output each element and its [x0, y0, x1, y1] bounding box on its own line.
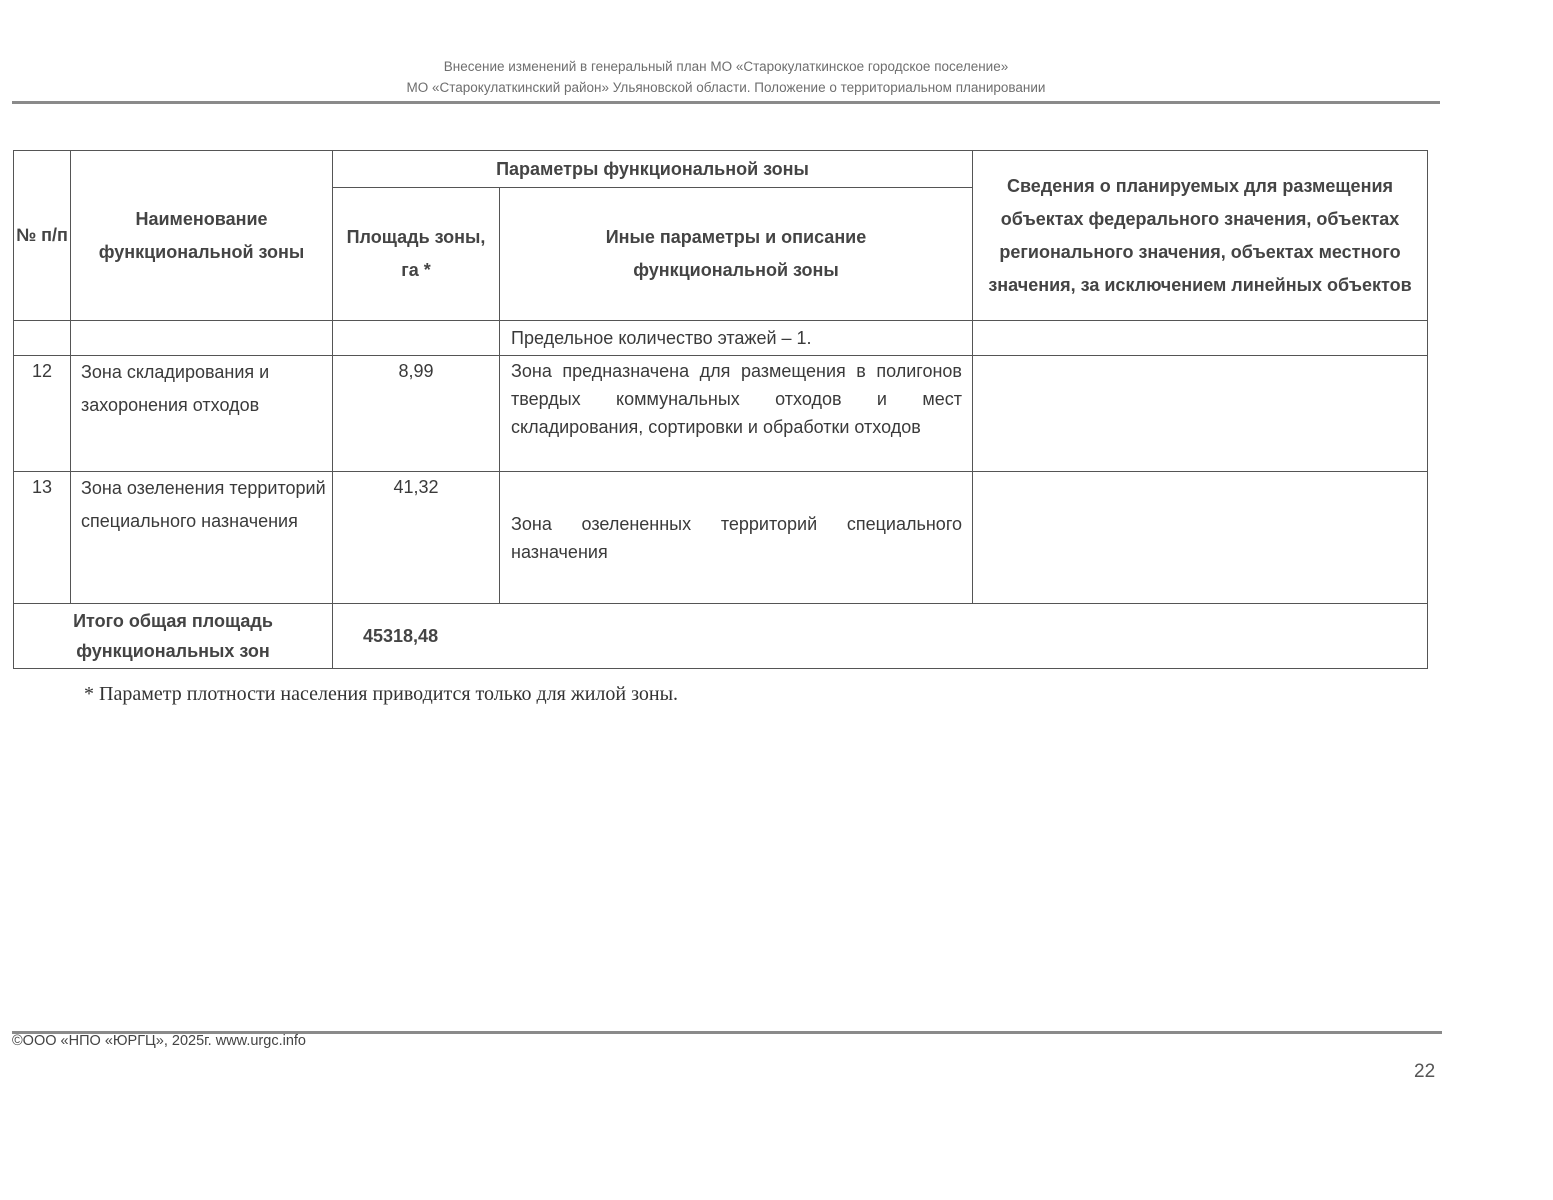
column-header-area: Площадь зоны, га *	[333, 188, 500, 321]
footer-copyright: ©ООО «НПО «ЮРГЦ», 2025г. www.urgc.info	[12, 1033, 306, 1049]
table-row	[14, 356, 1428, 472]
column-header-planned-objects: Сведения о планируемых для размещения объектах федерального значения, объектах регионального значения, объектах местного значения, за исключением линейных объектов	[973, 151, 1428, 321]
cell-area: 8,99	[333, 356, 500, 472]
cell-number: 13	[14, 472, 71, 604]
cell-zone-name: Зона складирования и захоронения отходов	[71, 356, 333, 472]
cell-zone-name	[71, 321, 333, 356]
page-number: 22	[1414, 1061, 1436, 1082]
cell-planned-objects	[973, 321, 1428, 356]
header-line-1: Внесение изменений в генеральный план МО «Старокулаткинское городское поселение»	[443, 59, 1009, 74]
column-header-other-parameters: Иные параметры и описание функциональной зоны	[500, 188, 973, 321]
cell-description: Зона озелененных территорий специального назначения	[500, 472, 973, 604]
table-row-total	[14, 604, 1428, 669]
page-header	[12, 56, 1440, 98]
total-area-value: 45318,48	[333, 604, 1428, 669]
cell-number: 12	[14, 356, 71, 472]
cell-description: Предельное количество этажей – 1.	[500, 321, 973, 356]
footnote: * Параметр плотности населения приводится только для жилой зоны.	[84, 683, 679, 705]
cell-description: Зона предназначена для размещения в полигонов твердых коммунальных отходов и мест складирования, сортировки и обработки отходов	[500, 356, 973, 472]
table-row	[14, 472, 1428, 604]
cell-planned-objects	[973, 472, 1428, 604]
header-divider	[12, 101, 1440, 104]
cell-zone-name: Зона озеленения территорий специального назначения	[71, 472, 333, 604]
cell-area	[333, 321, 500, 356]
column-header-zone-name: Наименование функциональной зоны	[71, 151, 333, 321]
total-label: Итого общая площадь функциональных зон	[14, 604, 333, 669]
cell-area: 41,32	[333, 472, 500, 604]
cell-planned-objects	[973, 356, 1428, 472]
cell-number	[14, 321, 71, 356]
header-line-2: МО «Старокулаткинский район» Ульяновской области. Положение о территориальном планировании	[406, 80, 1046, 95]
table-row-continuation	[14, 321, 1428, 356]
column-header-number: № п/п	[14, 151, 71, 321]
column-header-zone-parameters: Параметры функциональной зоны	[333, 151, 973, 188]
functional-zones-table	[13, 150, 1428, 669]
